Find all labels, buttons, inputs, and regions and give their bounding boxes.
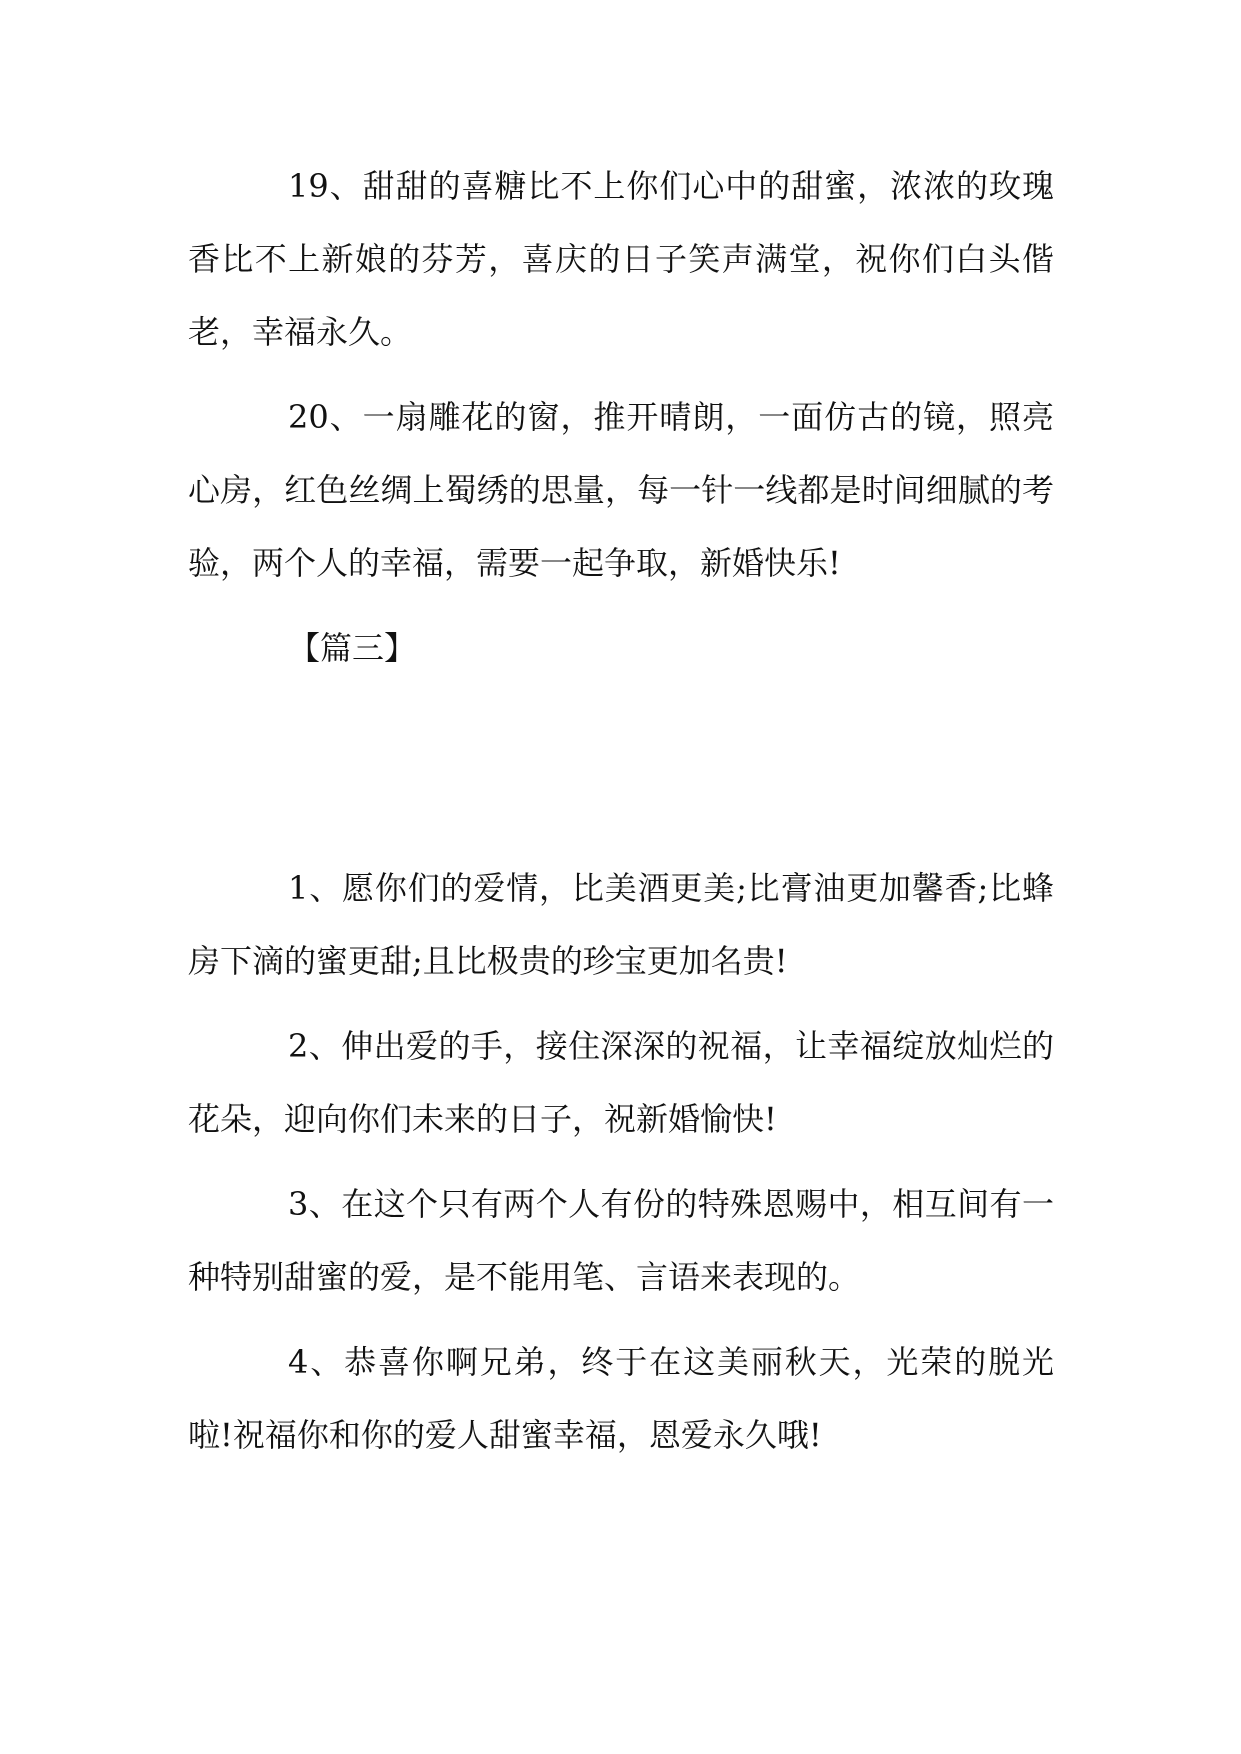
- paragraph-3: 3、在这个只有两个人有份的特殊恩赐中，相互间有一种特别甜蜜的爱，是不能用笔、言语来表现的。: [188, 1185, 1054, 1296]
- section-heading: 【篇三】: [288, 629, 417, 667]
- paragraph-1: 1、愿你们的爱情，比美酒更美;比膏油更加馨香;比蜂房下滴的蜜更甜;且比极贵的珍宝更加名贵!: [188, 869, 1054, 980]
- paragraph-20: 20、一扇雕花的窗，推开晴朗，一面仿古的镜，照亮心房，红色丝绸上蜀绣的思量，每一针一线都是时间细腻的考验，两个人的幸福，需要一起争取，新婚快乐!: [188, 398, 1054, 582]
- paragraph-19: 19、甜甜的喜糖比不上你们心中的甜蜜，浓浓的玫瑰香比不上新娘的芬芳，喜庆的日子笑声满堂，祝你们白头偕老，幸福永久。: [188, 167, 1054, 351]
- paragraph-2: 2、伸出爱的手，接住深深的祝福，让幸福绽放灿烂的花朵，迎向你们未来的日子，祝新婚愉快!: [188, 1027, 1054, 1138]
- paragraph-4: 4、恭喜你啊兄弟，终于在这美丽秋天，光荣的脱光啦!祝福你和你的爱人甜蜜幸福，恩爱永久哦!: [188, 1343, 1054, 1454]
